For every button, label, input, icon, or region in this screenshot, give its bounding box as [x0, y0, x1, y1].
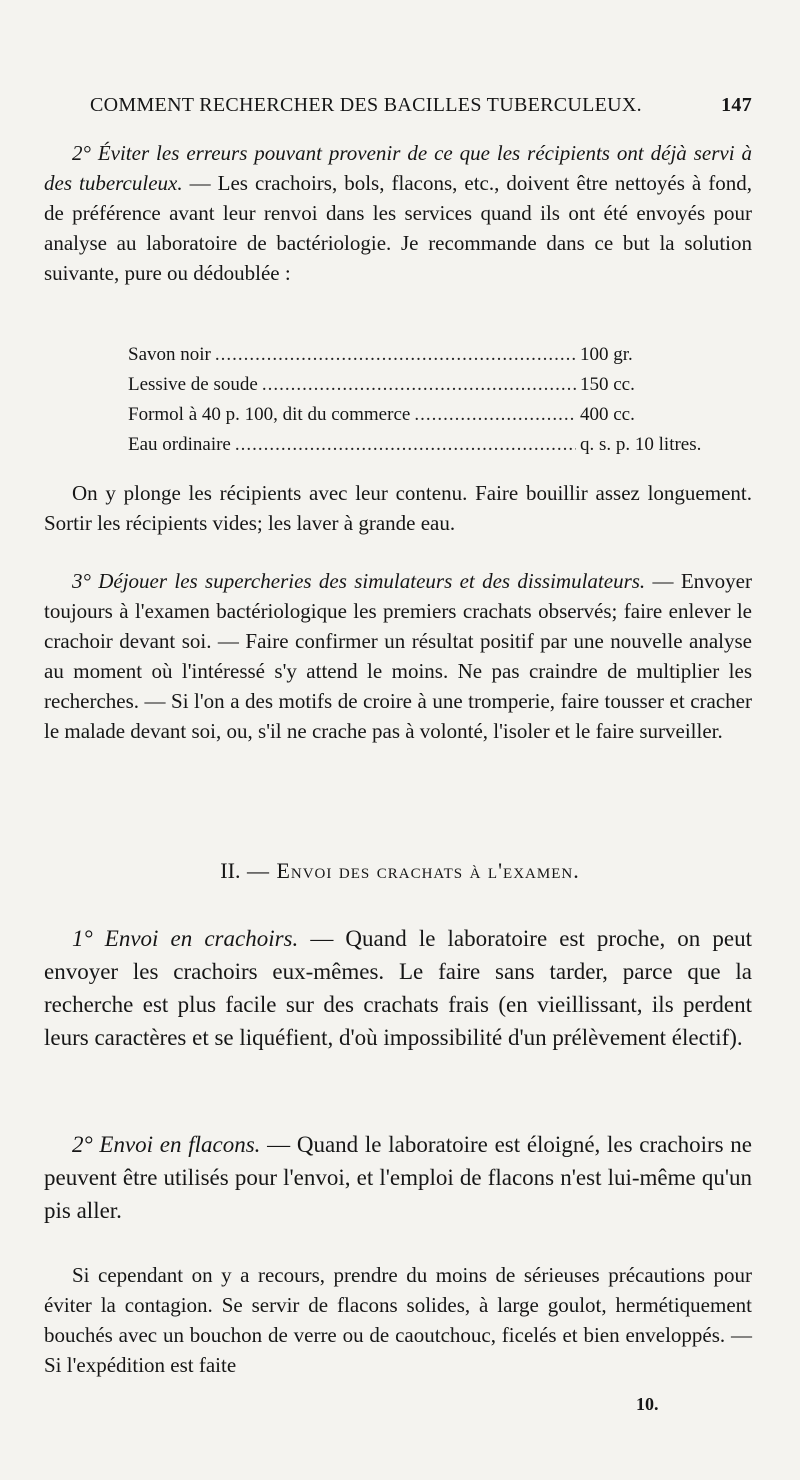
recipe-table: [128, 340, 750, 460]
recipe-row: [128, 400, 750, 430]
running-title: COMMENT RECHERCHER DES BACILLES TUBERCULEUX.: [90, 94, 642, 116]
running-header: [90, 94, 752, 117]
section-heading: [0, 858, 800, 884]
paragraph-label: 1° Envoi en crachoirs.: [72, 926, 299, 951]
recipe-row: [128, 340, 750, 370]
recipe-row: [128, 370, 750, 400]
ingredient-name: Eau ordinaire: [128, 434, 231, 455]
paragraph-plonge: On y plonge les récipients avec leur contenu. Faire bouillir assez longuement. Sortir les récipients vides; les laver à grande eau.: [44, 481, 752, 535]
paragraph-label: 2° Envoi en flacons.: [72, 1132, 261, 1157]
leader-dots: [262, 370, 576, 400]
section-title-text: — Envoi des crachats à l'examen.: [240, 858, 580, 883]
ingredient-quantity: 100 gr.: [580, 344, 633, 365]
page-number: 147: [721, 94, 752, 116]
leader-dots: [414, 400, 576, 430]
paragraph-text: — Quand le laboratoire est proche, on peut envoyer les crachoirs eux-mêmes. Le faire sans tarder, parce que la recherche est plus facile sur des crachats frais (en vieillissant, ils perdent leurs caractères et se liquéfient, d'où impossibilité d'un prélèvement électif).: [44, 926, 752, 1050]
leader-dots: [235, 430, 576, 460]
ingredient-name: Savon noir: [128, 344, 211, 365]
paragraph-envoi-crachoirs: [44, 922, 752, 1054]
paragraph-cependant: Si cependant on y a recours, prendre du moins de sérieuses précautions pour éviter la contagion. Se servir de flacons solides, à large goulot, hermétiquement bouchés avec un bouchon de verre ou de caoutchouc, ficelés et bien enveloppés. — Si l'expédition est faite: [44, 1263, 752, 1377]
paragraph-label: 2° Éviter les erreurs pouvant provenir de ce que les récipients ont déjà servi à des tuberculeux.: [44, 141, 752, 195]
ingredient-quantity: 400 cc.: [580, 404, 635, 425]
paragraph-text: — Quand le laboratoire est éloigné, les crachoirs ne peuvent être utilisés pour l'envoi, et l'emploi de flacons n'est lui-même qu'un pis aller.: [44, 1132, 752, 1223]
paragraph-envoi-flacons: [44, 1128, 752, 1227]
paragraph-label: 3° Déjouer les supercheries des simulateurs et des dissimulateurs.: [72, 569, 646, 593]
ingredient-name: Lessive de soude: [128, 374, 258, 395]
section-numeral: II.: [220, 858, 241, 883]
signature-mark: 10.: [636, 1394, 659, 1414]
paragraph-text: — Envoyer toujours à l'examen bactériologique les premiers crachats observés; faire enlever le crachoir devant soi. — Faire confirmer un résultat positif par une nouvelle analyse au moment où l'intéressé s'y attend le moins. Ne pas craindre de multiplier les recherches. — Si l'on a des motifs de croire à une tromperie, faire tousser et cracher le malade devant soi, ou, s'il ne crache pas à volonté, l'isoler et le faire surveiller.: [44, 569, 752, 743]
paragraph-eviter-erreurs: [44, 138, 752, 288]
paragraph-dejouer: [44, 566, 752, 746]
ingredient-name: Formol à 40 p. 100, dit du commerce: [128, 404, 411, 425]
leader-dots: [215, 340, 576, 370]
ingredient-quantity: q. s. p. 10 litres.: [580, 434, 702, 455]
paragraph-text: — Les crachoirs, bols, flacons, etc., doivent être nettoyés à fond, de préférence avant leur renvoi dans les services quand ils ont été envoyés pour analyse au laboratoire de bactériologie. Je recommande dans ce but la solution suivante, pure ou dédoublée :: [44, 171, 752, 285]
recipe-row: [128, 430, 750, 460]
ingredient-quantity: 150 cc.: [580, 374, 635, 395]
